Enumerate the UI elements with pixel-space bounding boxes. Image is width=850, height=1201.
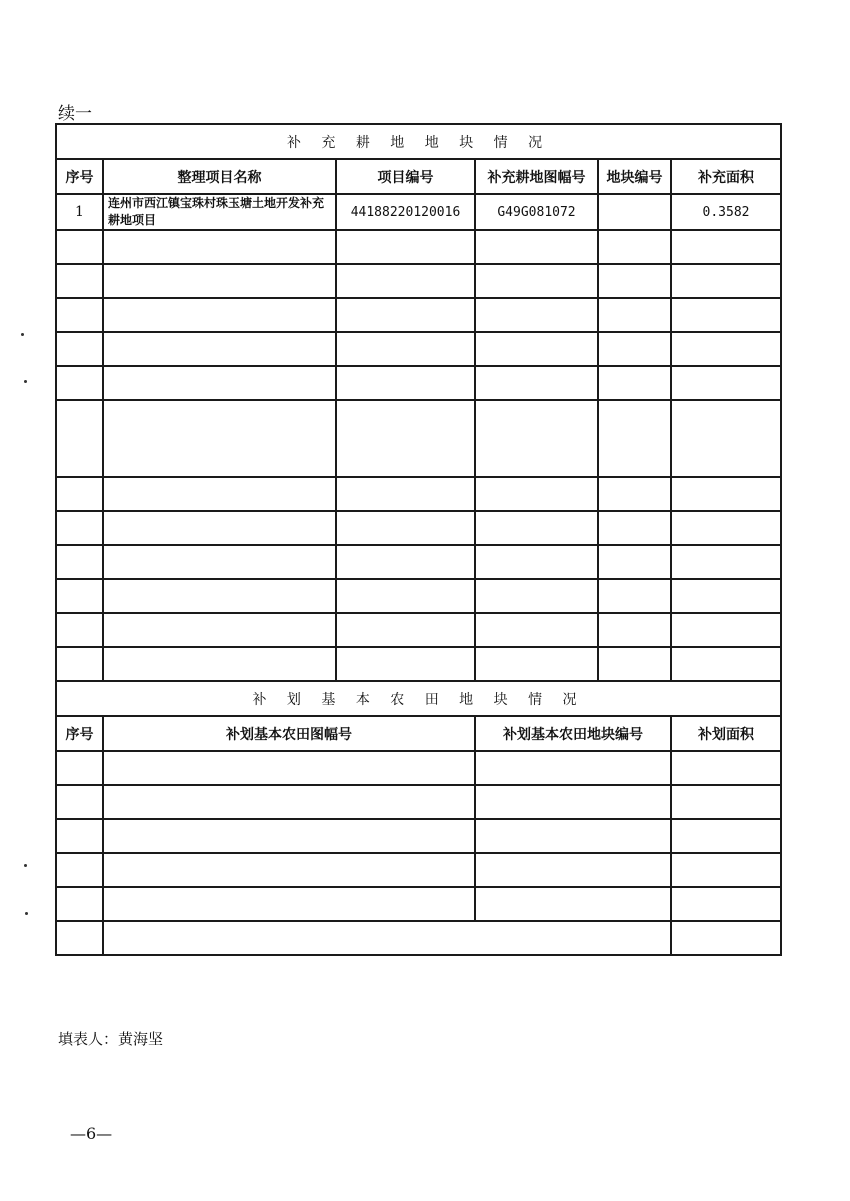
land-parcel-table xyxy=(55,123,782,956)
table-row xyxy=(56,579,781,613)
table-row xyxy=(56,887,781,921)
table-row xyxy=(56,264,781,298)
table-row xyxy=(56,511,781,545)
col-header-no: 序号 xyxy=(56,159,103,194)
continued-label: 续一 xyxy=(58,104,92,124)
col-header-area: 补充面积 xyxy=(671,159,781,194)
col-header-no-2: 序号 xyxy=(56,716,103,751)
section2-header-row xyxy=(56,716,781,751)
section1-title: 补 充 耕 地 地 块 情 况 xyxy=(56,124,781,159)
form-filler: 填表人：黄海坚 xyxy=(58,1030,164,1048)
row-project-code: 44188220120016 xyxy=(336,194,475,230)
row-project-name: 连州市西江镇宝珠村珠玉塘土地开发补充耕地项目 xyxy=(103,194,336,230)
col-header-basic-farmland-parcel-no: 补划基本农田地块编号 xyxy=(475,716,671,751)
table-row xyxy=(56,853,781,887)
table-row xyxy=(56,785,781,819)
table-row xyxy=(56,400,781,477)
col-header-basic-farmland-area: 补划面积 xyxy=(671,716,781,751)
page-number: —6— xyxy=(70,1124,113,1143)
row-no: 1 xyxy=(56,194,103,230)
col-header-parcel-no: 地块编号 xyxy=(598,159,671,194)
table-row xyxy=(56,298,781,332)
row-parcel-no xyxy=(598,194,671,230)
table-row xyxy=(56,751,781,785)
section2-title: 补 划 基 本 农 田 地 块 情 况 xyxy=(56,681,781,716)
col-header-project-name: 整理项目名称 xyxy=(103,159,336,194)
table-row xyxy=(56,545,781,579)
table-row xyxy=(56,921,781,955)
scan-speck xyxy=(25,912,28,915)
col-header-map-sheet: 补充耕地图幅号 xyxy=(475,159,598,194)
row-area: 0.3582 xyxy=(671,194,781,230)
table-row xyxy=(56,819,781,853)
scan-speck xyxy=(24,380,27,383)
table-row xyxy=(56,332,781,366)
col-header-project-code: 项目编号 xyxy=(336,159,475,194)
col-header-basic-farmland-map-sheet: 补划基本农田图幅号 xyxy=(103,716,475,751)
table-row xyxy=(56,230,781,264)
table-row xyxy=(56,613,781,647)
section1-header-row xyxy=(56,159,781,194)
table-row xyxy=(56,477,781,511)
table-row xyxy=(56,194,781,230)
scan-speck xyxy=(24,864,27,867)
row-map-sheet: G49G081072 xyxy=(475,194,598,230)
scan-speck xyxy=(21,333,24,336)
table-row xyxy=(56,647,781,681)
table-row xyxy=(56,366,781,400)
